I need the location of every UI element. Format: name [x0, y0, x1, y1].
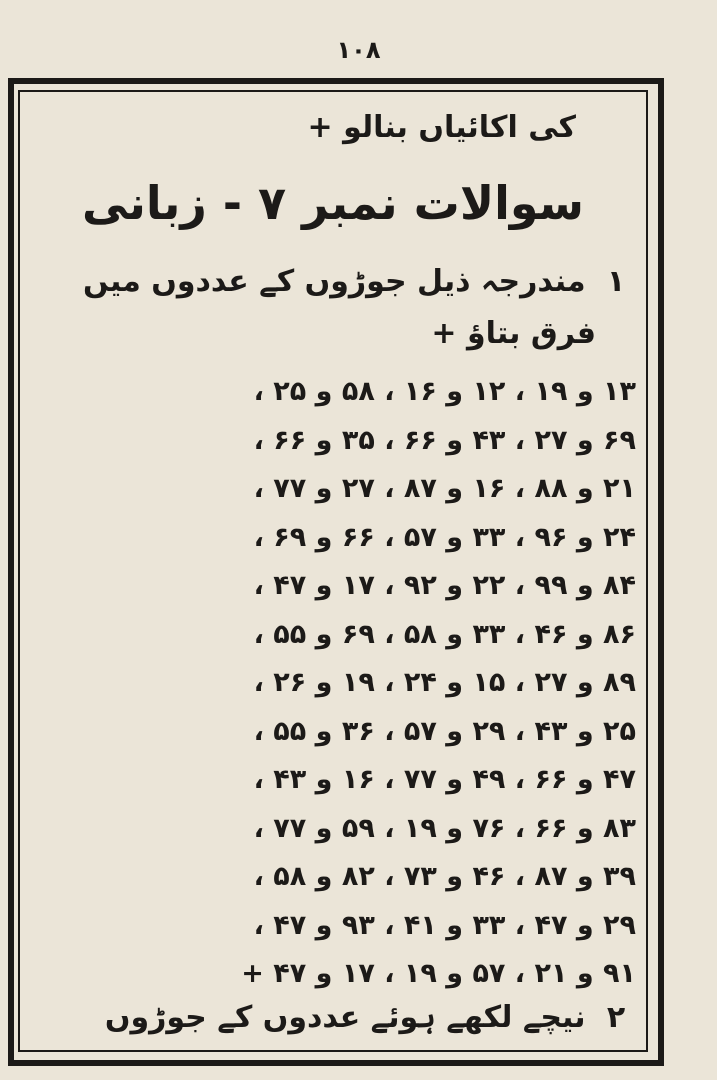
number-pair-row: ۸۳ و ۶۶ ، ۷۶ و ۱۹ ، ۵۹ و ۷۷ ، [253, 812, 636, 844]
number-pair-row: ۱۳ و ۱۹ ، ۱۲ و ۱۶ ، ۵۸ و ۲۵ ، [253, 376, 636, 407]
number-pair-row: ۲۹ و ۴۷ ، ۳۳ و ۴۱ ، ۹۳ و ۴۷ ، [253, 909, 636, 941]
question-1-line-2: فرق بتاؤ + [431, 316, 596, 351]
number-pairs-list [30, 368, 636, 999]
question-1-number: ۱ [606, 264, 626, 299]
number-pair-row: ۲۴ و ۹۶ ، ۳۳ و ۵۷ ، ۶۶ و ۶۹ ، [253, 521, 636, 553]
question-2-text: نیچے لکھے ہوئے عددوں کے جوڑوں [104, 1000, 586, 1035]
number-pair-row: ۲۱ و ۸۸ ، ۱۶ و ۸۷ ، ۲۷ و ۷۷ ، [253, 473, 636, 504]
question-1-text: مندرجہ ذیل جوڑوں کے عددوں میں [83, 264, 586, 299]
page-number: ۱۰۸ [336, 36, 381, 64]
number-pair-row: ۹۱ و ۲۱ ، ۵۷ و ۱۹ ، ۱۷ و ۴۷ + [241, 958, 636, 989]
number-pair-row: ۸۹ و ۲۷ ، ۱۵ و ۲۴ ، ۱۹ و ۲۶ ، [253, 667, 636, 698]
page-content [30, 100, 636, 1044]
question-2-line-1 [30, 1000, 636, 1035]
number-pair-row: ۴۷ و ۶۶ ، ۴۹ و ۷۷ ، ۱۶ و ۴۳ ، [253, 764, 636, 795]
question-2-number: ۲ [606, 1000, 626, 1035]
number-pair-row: ۶۹ و ۲۷ ، ۴۳ و ۶۶ ، ۳۵ و ۶۶ ، [253, 424, 636, 456]
number-pair-row: ۲۵ و ۴۳ ، ۲۹ و ۵۷ ، ۳۶ و ۵۵ ، [253, 715, 636, 747]
question-1-line-1 [30, 264, 636, 299]
number-pair-row: ۸۴ و ۹۹ ، ۲۲ و ۹۲ ، ۱۷ و ۴۷ ، [253, 570, 636, 601]
intro-line: کی اکائیاں بنالو + [307, 110, 576, 145]
number-pair-row: ۸۶ و ۴۶ ، ۳۳ و ۵۸ ، ۶۹ و ۵۵ ، [253, 618, 636, 650]
number-pair-row: ۳۹ و ۸۷ ، ۴۶ و ۷۳ ، ۸۲ و ۵۸ ، [253, 861, 636, 892]
section-heading: سوالات نمبر ۷ - زبانی [82, 176, 584, 230]
